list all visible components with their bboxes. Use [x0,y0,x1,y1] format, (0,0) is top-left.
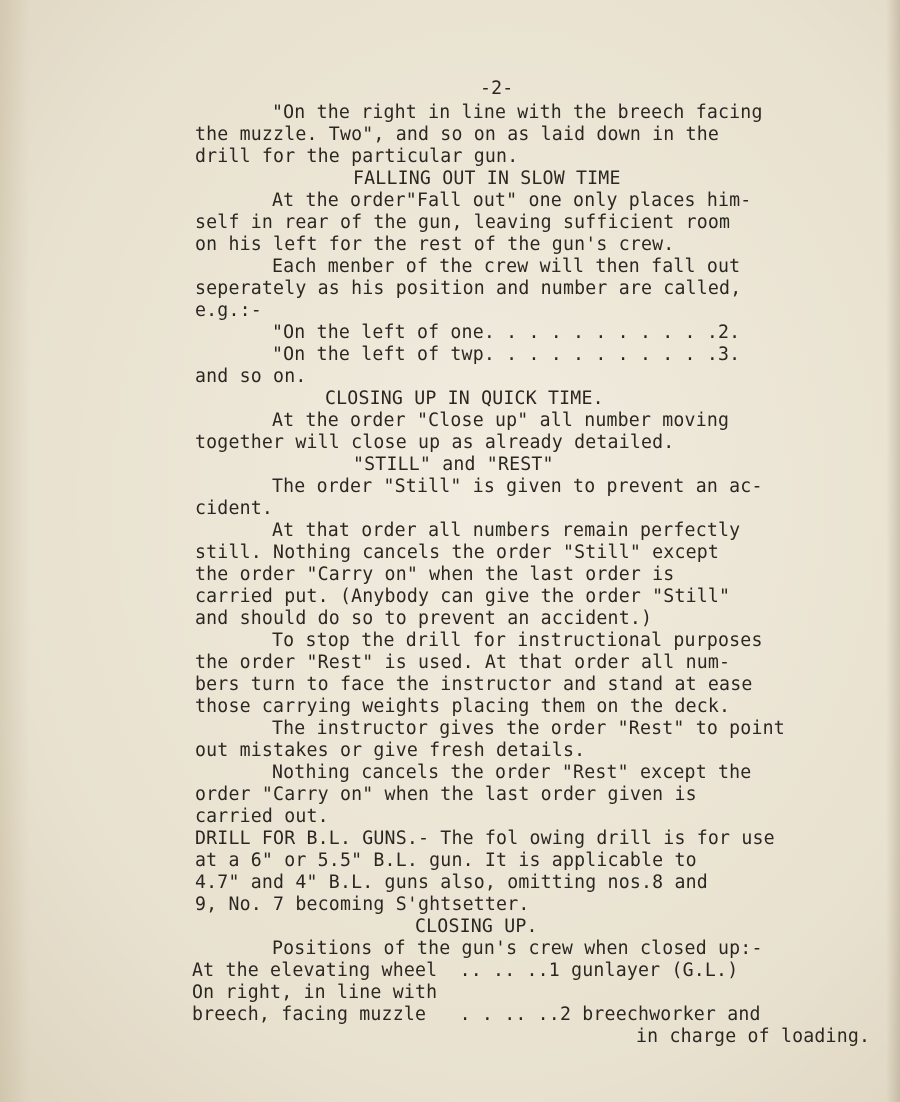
text-line: carried out. [195,806,329,827]
text-line: drill for the particular gun. [195,146,519,167]
text-line: the order "Rest" is used. At that order all num- [195,652,731,673]
text-line: seperately as his position and number are called, [195,278,742,299]
text-line: 4.7" and 4" B.L. guns also, omitting nos.8 and [195,872,708,893]
text-line: carried put. (Anybody can give the order "Still" [195,586,731,607]
text-line: out mistakes or give fresh details. [195,740,586,761]
page-shadow-right [886,0,900,1102]
text-line: The order "Still" is given to prevent an ac- [272,476,763,497]
text-line: cident. [195,498,274,519]
text-line: together will close up as already detailed. [195,432,675,453]
text-line: those carrying weights placing them on the deck. [195,696,731,717]
text-line: at a 6" or 5.5" B.L. gun. It is applicable to [195,850,697,871]
text-line: Positions of the gun's crew when closed up:- [272,938,763,959]
text-line: At that order all numbers remain perfectly [272,520,741,541]
text-line: the order "Carry on" when the last order is [195,564,675,585]
page-shadow-left [0,0,30,1102]
text-line: still. Nothing cancels the order "Still" except [195,542,720,563]
text-line: e.g.:- [195,300,262,321]
text-line: the muzzle. Two", and so on as laid down in the [195,124,720,145]
section-heading: FALLING OUT IN SLOW TIME [353,168,621,189]
text-line: 9, No. 7 becoming S'ghtsetter. [195,894,530,915]
section-heading: "STILL" and "REST" [353,454,554,475]
section-heading: CLOSING UP. [415,916,538,937]
section-heading: CLOSING UP IN QUICK TIME. [325,388,604,409]
text-line: and should do so to prevent an accident.) [195,608,653,629]
text-line: At the order"Fall out" one only places him- [272,190,752,211]
text-line: On right, in line with [192,982,438,1003]
text-line: "On the left of twp. . . . . . . . . . .3. [272,344,741,365]
text-line: bers turn to face the instructor and stand at ease [195,674,753,695]
text-line: in charge of loading. [636,1026,871,1047]
text-line: The instructor gives the order "Rest" to point [272,718,785,739]
text-line: breech, facing muzzle . . .. ..2 breechworker and [192,1004,761,1025]
text-line: "On the right in line with the breech facing [272,102,763,123]
text-line: To stop the drill for instructional purposes [272,630,763,651]
text-line: and so on. [195,366,307,387]
text-line: order "Carry on" when the last order given is [195,784,697,805]
text-line: Each menber of the crew will then fall out [272,256,741,277]
text-line: "On the left of one. . . . . . . . . . .2. [272,322,741,343]
text-line: At the order "Close up" all number moving [272,410,730,431]
text-line: Nothing cancels the order "Rest" except the [272,762,752,783]
page-number: -2- [480,78,514,99]
text-line: DRILL FOR B.L. GUNS.- The fol owing drill is for use [195,828,775,849]
text-line: self in rear of the gun, leaving sufficient room [195,212,731,233]
text-line: on his left for the rest of the gun's crew. [195,234,675,255]
text-line: At the elevating wheel .. .. ..1 gunlayer (G.L.) [192,960,739,981]
